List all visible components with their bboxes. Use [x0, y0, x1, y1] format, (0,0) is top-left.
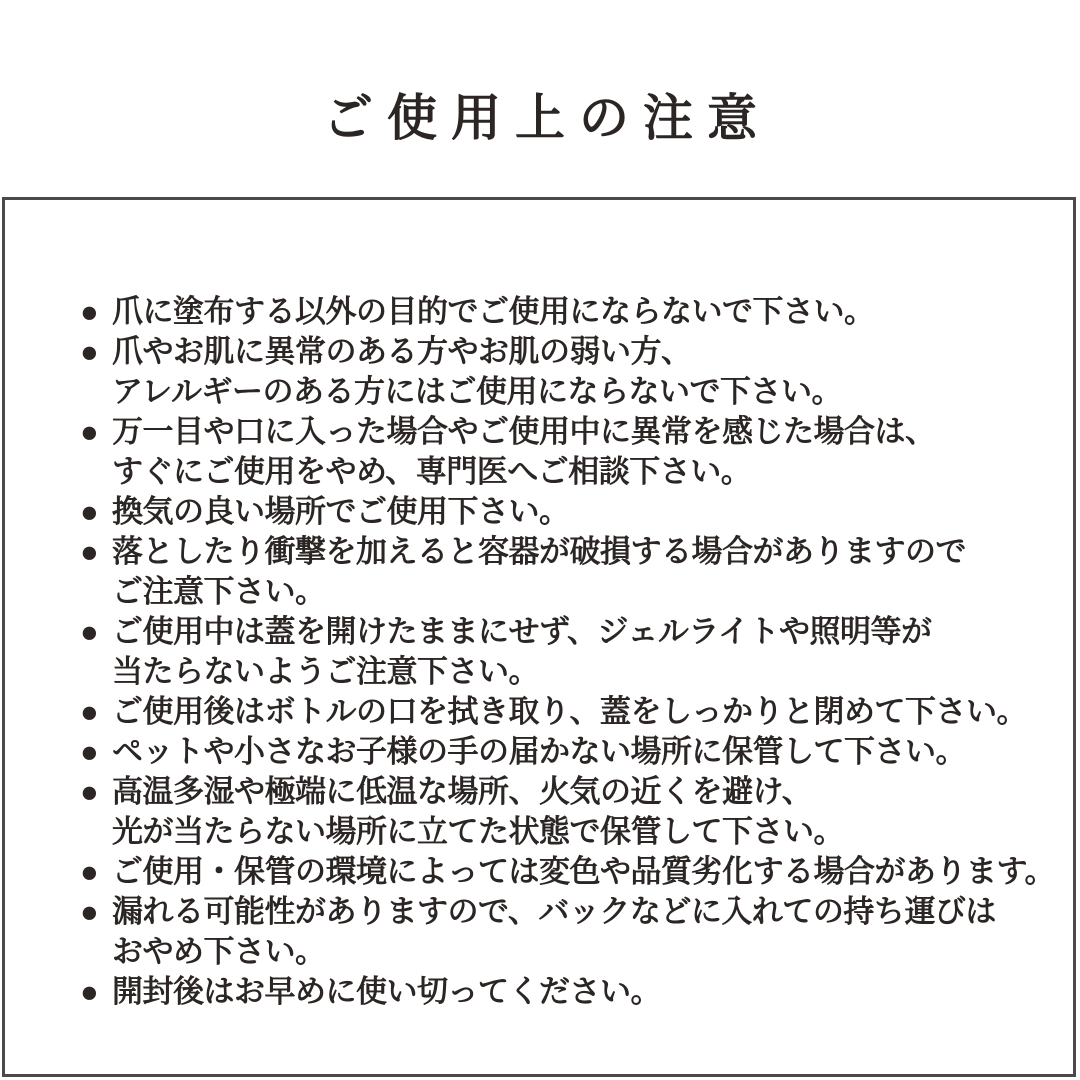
- note-item: [80, 692, 1053, 732]
- note-text: [112, 772, 1053, 852]
- note-text: [112, 732, 1053, 772]
- bullet-icon: ●: [80, 694, 99, 729]
- note-line: ご使用中は蓋を開けたままにせず、ジェルライトや照明等が: [112, 614, 932, 649]
- bullet-icon: ●: [80, 534, 99, 569]
- note-text: [112, 612, 1053, 692]
- note-text: [112, 292, 1053, 332]
- note-line: ご使用後はボトルの口を拭き取り、蓋をしっかりと閉めて下さい。: [112, 694, 1027, 729]
- bullet-icon: ●: [80, 774, 99, 809]
- note-item: [80, 532, 1053, 612]
- page-title: ご使用上の注意: [323, 90, 771, 146]
- note-line: 落としたり衝撃を加えると容器が破損する場合がありますので: [112, 534, 966, 569]
- bullet-icon: ●: [80, 494, 99, 529]
- note-line: アレルギーのある方にはご使用にならないで下さい。: [112, 374, 842, 409]
- note-text: [112, 972, 1053, 1012]
- note-text: [112, 532, 1053, 612]
- note-line: 万一目や口に入った場合やご使用中に異常を感じた場合は、: [112, 414, 936, 449]
- bullet-icon: ●: [80, 974, 99, 1009]
- bullet-icon: ●: [80, 614, 99, 649]
- note-text: [112, 412, 1053, 492]
- note-item: [80, 412, 1053, 492]
- note-line: 光が当たらない場所に立てた状態で保管して下さい。: [112, 814, 844, 849]
- note-item: [80, 892, 1053, 972]
- bullet-icon: ●: [80, 894, 99, 929]
- note-line: 爪に塗布する以外の目的でご使用にならないで下さい。: [112, 294, 875, 329]
- bullet-icon: ●: [80, 334, 99, 369]
- caution-box: [2, 197, 1076, 1077]
- note-line: ご使用・保管の環境によっては変色や品質劣化する場合があります。: [112, 854, 1056, 889]
- note-item: [80, 292, 1053, 332]
- note-text: [112, 492, 1053, 532]
- note-text: [112, 692, 1053, 732]
- bullet-icon: ●: [80, 414, 99, 449]
- note-line: 高温多湿や極端に低温な場所、火気の近くを避け、: [112, 774, 813, 809]
- note-item: [80, 972, 1053, 1012]
- note-line: 爪やお肌に異常のある方やお肌の弱い方、: [112, 334, 692, 369]
- note-item: [80, 492, 1053, 532]
- precautions-list: [5, 200, 1073, 1012]
- note-line: すぐにご使用をやめ、専門医へご相談下さい。: [112, 454, 752, 489]
- note-text: [112, 332, 1053, 412]
- note-item: [80, 612, 1053, 692]
- note-line: 当たらないようご注意下さい。: [112, 654, 539, 689]
- note-item: [80, 852, 1056, 892]
- note-item: [80, 772, 1053, 852]
- note-line: 開封後はお早めに使い切ってください。: [112, 974, 661, 1009]
- note-line: ご注意下さい。: [112, 574, 326, 609]
- note-text: [112, 852, 1055, 892]
- note-line: ペットや小さなお子様の手の届かない場所に保管して下さい。: [112, 734, 966, 769]
- note-line: 換気の良い場所でご使用下さい。: [112, 494, 570, 529]
- note-item: [80, 732, 1053, 772]
- note-line: 漏れる可能性がありますので、バックなどに入れての持ち運びは: [112, 894, 996, 929]
- bullet-icon: ●: [80, 734, 99, 769]
- bullet-icon: ●: [80, 294, 99, 329]
- note-item: [80, 332, 1053, 412]
- bullet-icon: ●: [80, 854, 99, 889]
- note-text: [112, 892, 1053, 972]
- note-line: おやめ下さい。: [112, 934, 326, 969]
